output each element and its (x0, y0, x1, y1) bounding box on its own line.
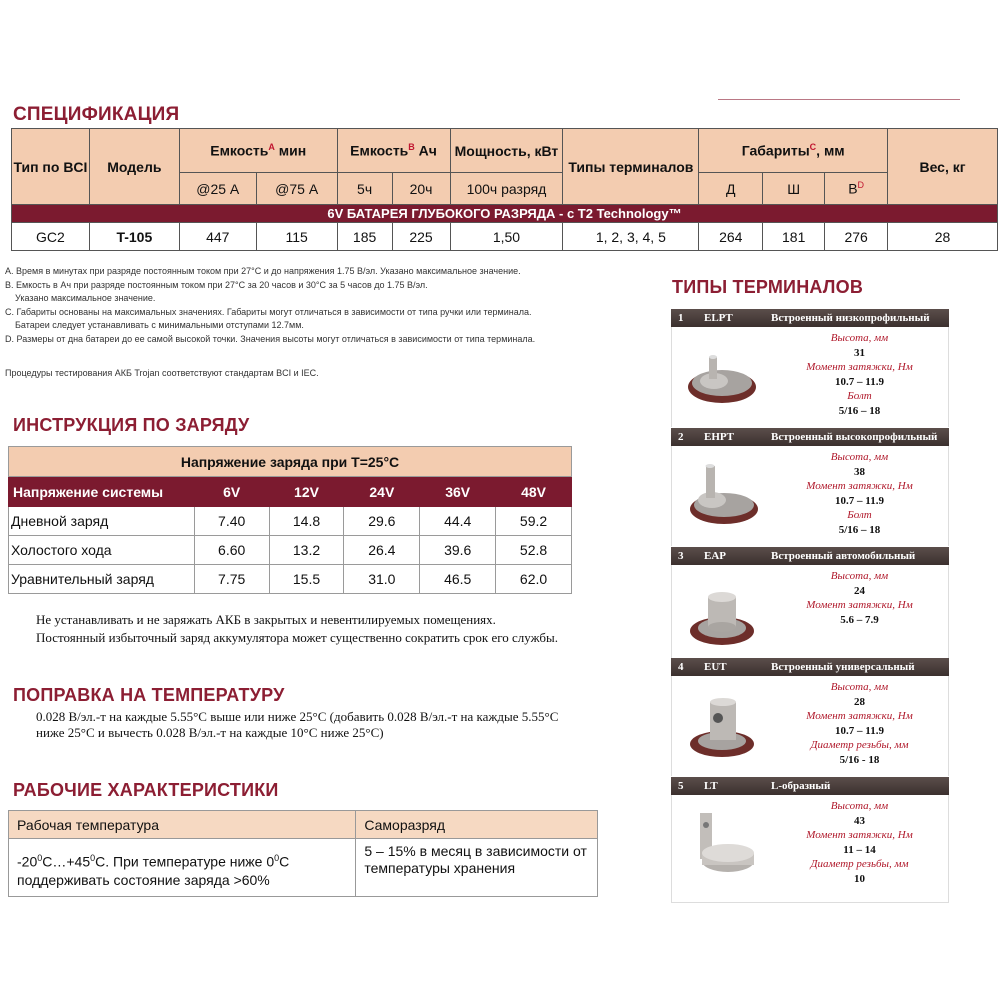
cell-model: T-105 (89, 223, 179, 251)
spec-value: 24 (854, 584, 865, 597)
spec-notes (5, 265, 645, 347)
col-12v: 12V (269, 477, 344, 507)
spec-band: 6V БАТАРЕЯ ГЛУБОКОГО РАЗРЯДА - с T2 Technology™ (12, 205, 998, 223)
terminal-code: EUT (704, 661, 727, 673)
terminal-bar (671, 309, 949, 327)
perf-table (8, 810, 598, 897)
table-row (9, 565, 572, 594)
sub-20h: 20ч (392, 173, 450, 205)
header-model: Модель (89, 129, 179, 205)
cell: 6.60 (194, 536, 269, 565)
terminal-eap-image (682, 573, 762, 653)
temp-line-2: ниже 25°С и вычесть 0.028 В/эл.-т на каждые 10°С ниже 25°С) (36, 725, 384, 740)
col-operating-temp: Рабочая температура (9, 811, 356, 839)
terminal-name: Встроенный высокопрофильный (771, 431, 938, 443)
col-48v: 48V (496, 477, 572, 507)
cell: 44.4 (420, 507, 496, 536)
spec-label: Момент затяжки, Нм (806, 361, 913, 373)
top-rule (718, 99, 960, 100)
spec-value: 10.7 – 11.9 (835, 375, 884, 388)
col-36v: 36V (420, 477, 496, 507)
row-label: Дневной заряд (9, 507, 195, 536)
cell-min25: 447 (179, 223, 256, 251)
spec-value: 5/16 – 18 (838, 523, 881, 536)
spec-table (11, 128, 998, 251)
spec-label: Высота, мм (830, 451, 889, 463)
terminal-card-ehpt (671, 428, 949, 546)
col-self-discharge: Саморазряд (356, 811, 598, 839)
terminal-bar (671, 777, 949, 795)
col-6v: 6V (194, 477, 269, 507)
sub-5h: 5ч (337, 173, 392, 205)
cell-length: 264 (699, 223, 763, 251)
header-weight: Вес, кг (888, 129, 998, 205)
spec-label: Диаметр резьбы, мм (810, 739, 909, 751)
spec-value: 10.7 – 11.9 (835, 724, 884, 737)
perf-heading: РАБОЧИЕ ХАРАКТЕРИСТИКИ (13, 780, 279, 800)
spec-label: Высота, мм (830, 681, 889, 693)
note-b: B. Емкость в Ач при разряде постоянным током при 27°С за 20 часов и 30°С за 5 часов до 1.75 В/эл. (5, 279, 428, 290)
spec-value: 28 (854, 695, 865, 708)
sub-height: $В^D$ (825, 173, 888, 205)
cell-ah20: 225 (392, 223, 450, 251)
table-row (9, 536, 572, 565)
charge-heading: ИНСТРУКЦИЯ ПО ЗАРЯДУ (13, 415, 250, 435)
spec-value: 31 (854, 346, 865, 359)
header-terminals: Типы терминалов (563, 129, 699, 205)
cell: 29.6 (344, 507, 420, 536)
cell: 31.0 (344, 565, 420, 594)
spec-value: 10.7 – 11.9 (835, 494, 884, 507)
terminal-number: 4 (678, 661, 684, 673)
terminal-eut-image (682, 684, 762, 764)
table-row (9, 839, 598, 897)
cell-kw: 1,50 (450, 223, 563, 251)
sub-length: Д (699, 173, 763, 205)
terminals-heading: ТИПЫ ТЕРМИНАЛОВ (672, 277, 864, 297)
temp-line-1: 0.028 В/эл.-т на каждые 5.55°С выше или ниже 25°С (добавить 0.028 В/эл.-т на каждые 5.55°С (36, 709, 559, 724)
cell-min75: 115 (256, 223, 337, 251)
col-24v: 24V (344, 477, 420, 507)
cell-terminals: 1, 2, 3, 4, 5 (563, 223, 699, 251)
terminal-ehpt-image (682, 454, 762, 534)
terminal-card-lt (671, 777, 949, 903)
terminal-bar (671, 428, 949, 446)
terminal-number: 2 (678, 431, 684, 443)
terminal-number: 3 (678, 550, 684, 562)
sub-width: Ш (763, 173, 825, 205)
cell-width: 181 (763, 223, 825, 251)
terminal-bar (671, 658, 949, 676)
spec-label: Болт (847, 509, 872, 521)
terminal-name: Встроенный автомобильный (771, 550, 916, 562)
header-bci: Тип по BCI (12, 129, 90, 205)
terminal-number: 5 (678, 780, 684, 792)
cell-operating-temp: $-20^0С\dots+45^0С$. При температуре ниже $0^0С$ поддерживать состояние заряда >60% (9, 839, 356, 897)
spec-value: 5/16 - 18 (839, 753, 880, 766)
row-label: Уравнительный заряд (9, 565, 195, 594)
cell: 14.8 (269, 507, 344, 536)
header-dims: Габариты$^C$, мм (699, 129, 888, 173)
temp-heading: ПОПРАВКА НА ТЕМПЕРАТУРУ (13, 685, 285, 705)
cell: 52.8 (496, 536, 572, 565)
header-capacity-ah: Емкость$^B$ Ач (337, 129, 450, 173)
note-c-cont: Батареи следует устанавливать с минимальными отступами 12.7мм. (15, 320, 304, 331)
terminal-code: EAP (704, 550, 726, 562)
cell: 62.0 (496, 565, 572, 594)
spec-label: Диаметр резьбы, мм (810, 858, 909, 870)
cell: 15.5 (269, 565, 344, 594)
note-d: D. Размеры от дна батареи до ее самой высокой точки. Значения высоты могут отличаться в зависимости от типа терминала. (5, 333, 536, 344)
cell: 59.2 (496, 507, 572, 536)
cell-height: 276 (825, 223, 888, 251)
terminal-code: LT (704, 780, 718, 792)
spec-value: 10 (854, 872, 865, 885)
spec-value: 11 – 14 (843, 843, 876, 856)
cell-self-discharge: 5 – 15% в месяц в зависимости от температуры хранения (356, 839, 598, 897)
terminal-lt-image (682, 803, 762, 883)
spec-label: Высота, мм (830, 332, 889, 344)
cell: 46.5 (420, 565, 496, 594)
spec-heading: СПЕЦИФИКАЦИЯ (13, 104, 180, 125)
spec-label: Момент затяжки, Нм (806, 829, 913, 841)
row-label: Холостого хода (9, 536, 195, 565)
cell-ah5: 185 (337, 223, 392, 251)
cell-bci: GC2 (12, 223, 90, 251)
terminal-bar (671, 547, 949, 565)
spec-value: 43 (854, 814, 865, 827)
spec-label: Момент затяжки, Нм (806, 710, 913, 722)
spec-label: Болт (847, 390, 872, 402)
note-c: C. Габариты основаны на максимальных значениях. Габариты могут отличаться в зависимости от типа ручки или терминала. (5, 306, 532, 317)
note-a: A. Время в минутах при разряде постоянным током при 27°С и до напряжения 1.75 В/эл. Указано максимальное значение. (5, 266, 521, 276)
terminal-card-eut (671, 658, 949, 776)
charge-table (8, 446, 572, 594)
terminal-name: L-образный (771, 780, 831, 792)
spec-value: 38 (854, 465, 865, 478)
col-system-voltage: Напряжение системы (9, 477, 195, 507)
cell: 26.4 (344, 536, 420, 565)
charge-warning-2: Постоянный избыточный заряд аккумулятора может существенно сократить срок его службы. (36, 630, 559, 645)
spec-value: 5/16 – 18 (838, 404, 881, 417)
cell: 13.2 (269, 536, 344, 565)
terminal-code: ELPT (704, 312, 733, 324)
header-power: Мощность, кВт (450, 129, 563, 173)
header-capacity-min: Емкость$^A$ мин (179, 129, 337, 173)
spec-value: 5.6 – 7.9 (840, 613, 879, 626)
cell: 7.40 (194, 507, 269, 536)
terminal-number: 1 (678, 312, 684, 324)
spec-label: Момент затяжки, Нм (806, 480, 913, 492)
cell: 7.75 (194, 565, 269, 594)
terminal-card-elpt (671, 309, 949, 427)
sub-100h: 100ч разряд (450, 173, 563, 205)
terminal-name: Встроенный низкопрофильный (771, 312, 930, 324)
cell: 39.6 (420, 536, 496, 565)
charge-warning-1: Не устанавливать и не заряжать АКБ в закрытых и невентилируемых помещениях. (36, 612, 496, 627)
terminal-name: Встроенный универсальный (771, 661, 915, 673)
trojan-note: Процедуры тестирования АКБ Trojan соответствуют стандартам BCI и IEC. (5, 368, 319, 378)
terminal-card-eap (671, 547, 949, 665)
note-b-cont: Указано максимальное значение. (15, 293, 156, 304)
table-row (9, 507, 572, 536)
cell-weight: 28 (888, 223, 998, 251)
charge-title: Напряжение заряда при Т=25°С (9, 447, 572, 477)
table-row (12, 223, 998, 251)
spec-label: Высота, мм (830, 570, 889, 582)
spec-label: Высота, мм (830, 800, 889, 812)
sub-at75: @75 А (256, 173, 337, 205)
terminal-elpt-image (682, 335, 762, 415)
spec-label: Момент затяжки, Нм (806, 599, 913, 611)
sub-at25: @25 А (179, 173, 256, 205)
terminal-code: EHPT (704, 431, 734, 443)
